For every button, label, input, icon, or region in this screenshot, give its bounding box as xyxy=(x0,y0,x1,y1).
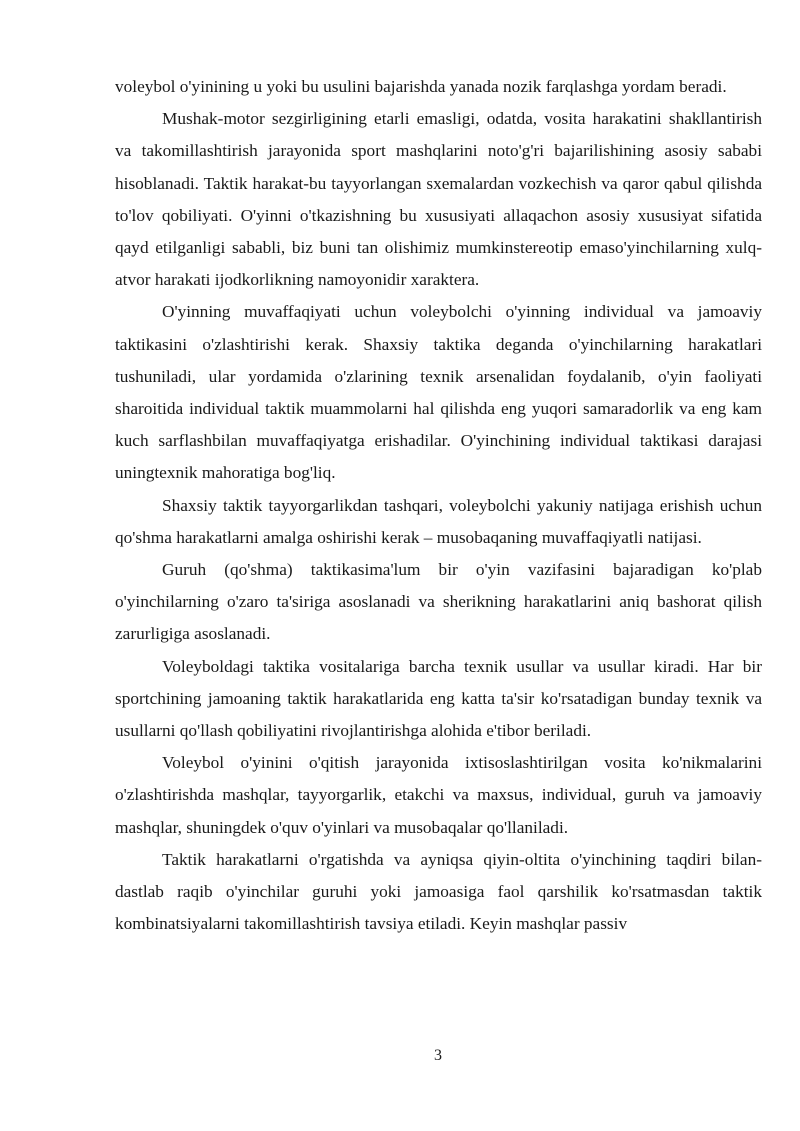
paragraph-continuation: voleybol o'yinining u yoki bu usulini bajarishda yanada nozik farqlashga yordam beradi. xyxy=(115,77,727,96)
document-page xyxy=(115,71,762,940)
paragraph: Mushak-motor sezgirligining etarli emasligi, odatda, vosita harakatini shakllantirish va takomillashtirish jarayonida sport mashqlarini noto'g'ri bajarilishining asosiy sababi hisoblanadi. Taktik harakat-bu tayyorlangan sxemalardan vozkechish va qaror qabul qilishda to'lov qobiliyati. O'yinni o'tkazishning bu xususiyati allaqachon asosiy xususiyat sifatida qayd etilganligi sababli, biz buni tan olishimiz mumkinstereotip emaso'yinchilarning xulq-atvor harakati ijodkorlikning namoyonidir xaraktera. xyxy=(115,109,762,290)
paragraph: Voleyboldagi taktika vositalariga barcha texnik usullar va usullar kiradi. Har bir sportchining jamoaning taktik harakatlarida eng katta ta'sir ko'rsatadigan bunday texnik va usullarni qo'llash qobiliyatini rivojlantirishga alohida e'tibor beriladi. xyxy=(115,656,762,741)
paragraph: Shaxsiy taktik tayyorgarlikdan tashqari, voleybolchi yakuniy natijaga erishish uchun qo'shma harakatlarni amalga oshirishi kerak – musobaqaning muvaffaqiyatli natijasi. xyxy=(115,495,762,547)
paragraph: Taktik harakatlarni o'rgatishda va ayniqsa qiyin-oltita o'yinchining taqdiri bilan-dastlab raqib o'yinchilar guruhi yoki jamoasiga faol qarshilik ko'rsatmasdan taktik kombinatsiyalarni takomillashtirish tavsiya etiladi. Keyin mashqlar passiv xyxy=(115,849,762,934)
paragraph: O'yinning muvaffaqiyati uchun voleybolchi o'yinning individual va jamoaviy taktikasini o'zlashtirishi kerak. Shaxsiy taktika deganda o'yinchilarning harakatlari tushuniladi, ular yordamida o'zlarining texnik arsenalidan foydalanib, o'yin faoliyati sharoitida individual taktik muammolarni hal qilishda eng yuqori samaradorlik va eng kam kuch sarflashbilan muvaffaqiyatga erishadilar. O'yinchining individual taktikasi darajasi uningtexnik mahoratiga bog'liq. xyxy=(115,302,762,483)
page-number: 3 xyxy=(434,1047,442,1064)
paragraph: Voleybol o'yinini o'qitish jarayonida ixtisoslashtirilgan vosita ko'nikmalarini o'zlashtirishda mashqlar, tayyorgarlik, etakchi va maxsus, individual, guruh va jamoaviy mashqlar, shuningdek o'quv o'yinlari va musobaqalar qo'llaniladi. xyxy=(115,753,762,837)
paragraph: Guruh (qo'shma) taktikasima'lum bir o'yin vazifasini bajaradigan ko'plab o'yinchilarning o'zaro ta'siriga asoslanadi va sherikning harakatlarini aniq bashorat qilish zarurligiga asoslanadi. xyxy=(115,560,762,644)
